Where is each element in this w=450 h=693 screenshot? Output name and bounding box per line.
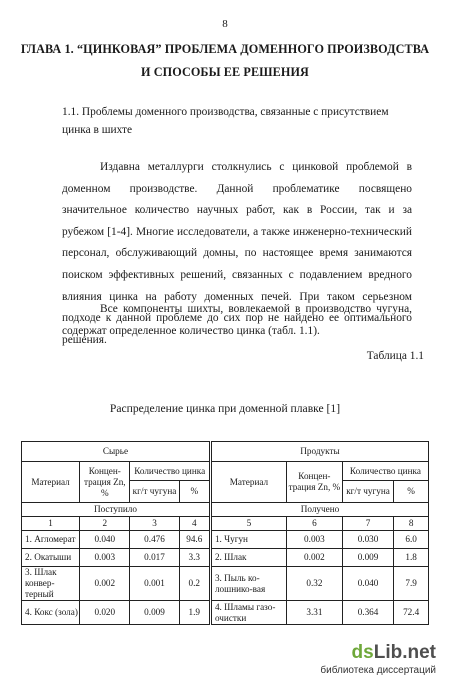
cell-value: 72.4 — [394, 601, 429, 625]
cell-value: 0.040 — [80, 531, 130, 549]
zinc-distribution-table — [21, 441, 429, 625]
table-row — [22, 531, 429, 549]
col-number: 2 — [80, 517, 130, 531]
col-pct-right: % — [394, 481, 429, 503]
cell-material-in: 4. Кокс (зола) — [22, 601, 80, 625]
cell-material-in: 1. Агломерат — [22, 531, 80, 549]
chapter-title-line2: И СПОСОБЫ ЕЕ РЕШЕНИЯ — [141, 65, 309, 79]
col-number: 8 — [394, 517, 429, 531]
header-raw-materials: Сырье — [22, 442, 211, 462]
paragraph-2: Все компоненты шихты, вовлекаемой в производство чугуна, содержат определенное количество цинка (табл. 1.1). — [62, 303, 412, 337]
cell-value: 0.364 — [342, 601, 393, 625]
cell-value: 0.040 — [342, 567, 393, 601]
cell-value: 0.020 — [80, 601, 130, 625]
paragraph-1: Издавна металлурги столкнулись с цинковой проблемой в доменном производстве. Данной проблематике посвящено значительное количество научных работ, как в России, так и за рубежом [1-4]. Многие исследователи, а также инженерно-технический персонал, обслуживающий домны, по настоящее время занимаются поиском эффективных решений, связанных с подавлением вредного влияния цинка на работу доменных печей. При таком серьезном подходе к данной проблеме до сих пор не найдено ее оптимального решения. — [62, 161, 412, 346]
header-products: Продукты — [210, 442, 428, 462]
col-concentration-right: Концен-трация Zn, % — [286, 462, 342, 503]
cell-value: 0.030 — [342, 531, 393, 549]
col-material-right: Материал — [210, 462, 286, 503]
cell-value: 0.002 — [80, 567, 130, 601]
brand-prefix: ds — [351, 642, 374, 663]
label-obtained-out: Получено — [210, 503, 428, 517]
col-kgt-left: кг/т чугуна — [130, 481, 179, 503]
col-number: 7 — [342, 517, 393, 531]
cell-value: 6.0 — [394, 531, 429, 549]
dslib-tagline: библиотека диссертаций — [320, 665, 436, 676]
chapter-title-line1: ГЛАВА 1. “ЦИНКОВАЯ” ПРОБЛЕМА ДОМЕННОГО ПРОИЗВОДСТВА — [20, 42, 430, 56]
cell-material-in: 2. Окатыши — [22, 549, 80, 567]
table-row — [22, 549, 429, 567]
cell-value: 0.476 — [130, 531, 179, 549]
col-number: 6 — [286, 517, 342, 531]
cell-material-out: 4. Шламы газо-очистки — [210, 601, 286, 625]
col-number: 5 — [210, 517, 286, 531]
table-row — [22, 567, 429, 601]
table-number: Таблица 1.1 — [366, 350, 424, 362]
cell-value: 1.8 — [394, 549, 429, 567]
cell-value: 1.9 — [179, 601, 210, 625]
cell-value: 0.2 — [179, 567, 210, 601]
col-concentration-left: Концен-трация Zn, % — [80, 462, 130, 503]
cell-material-in: 3. Шлак конвер-терный — [22, 567, 80, 601]
cell-value: 0.009 — [130, 601, 179, 625]
table-row — [22, 601, 429, 625]
cell-value: 0.017 — [130, 549, 179, 567]
col-kgt-right: кг/т чугуна — [342, 481, 393, 503]
cell-value: 0.002 — [286, 549, 342, 567]
col-number: 1 — [22, 517, 80, 531]
cell-value: 3.31 — [286, 601, 342, 625]
cell-material-out: 2. Шлак — [210, 549, 286, 567]
section-heading: 1.1. Проблемы доменного производства, связанные с присутствием цинка в шихте — [62, 106, 389, 136]
brand-rest: Lib.net — [373, 642, 436, 663]
col-number: 3 — [130, 517, 179, 531]
label-received-in: Поступило — [22, 503, 211, 517]
dslib-logo[interactable] — [304, 642, 436, 664]
cell-value: 3.3 — [179, 549, 210, 567]
cell-material-out: 1. Чугун — [210, 531, 286, 549]
cell-value: 0.003 — [80, 549, 130, 567]
col-zinc-qty-left: Количество цинка — [130, 462, 211, 481]
cell-material-out: 3. Пыль ко-лошнико-вая — [210, 567, 286, 601]
cell-value: 0.001 — [130, 567, 179, 601]
cell-value: 0.32 — [286, 567, 342, 601]
cell-value: 94.6 — [179, 531, 210, 549]
dslib-watermark[interactable] — [304, 642, 436, 676]
cell-value: 0.009 — [342, 549, 393, 567]
col-material-left: Материал — [22, 462, 80, 503]
table-caption: Распределение цинка при доменной плавке [1] — [109, 402, 341, 415]
col-zinc-qty-right: Количество цинка — [342, 462, 428, 481]
col-number: 4 — [179, 517, 210, 531]
col-pct-left: % — [179, 481, 210, 503]
cell-value: 7.9 — [394, 567, 429, 601]
page-number: 8 — [222, 18, 228, 30]
cell-value: 0.003 — [286, 531, 342, 549]
